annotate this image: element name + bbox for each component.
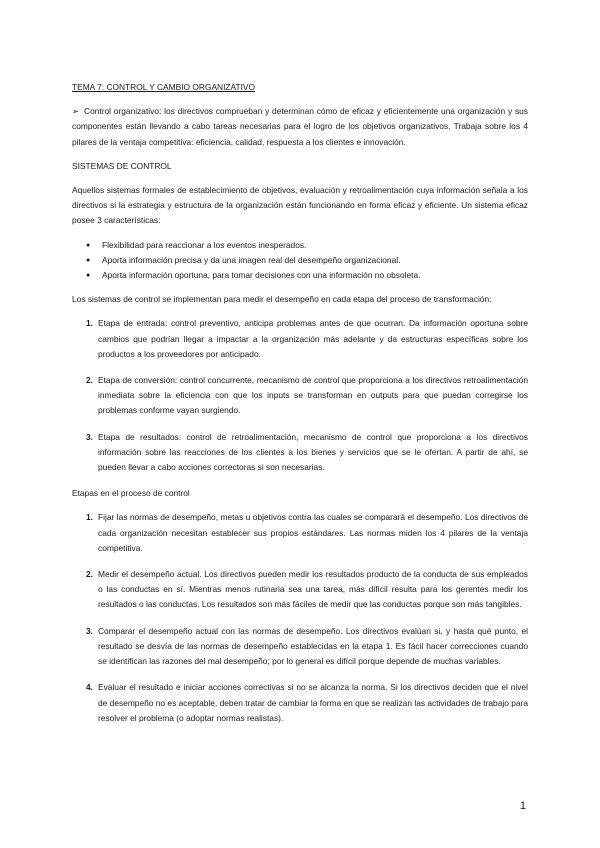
list-item: 3. Comparar el desempeño actual con las normas de desempeño. Los directivos evalúan si, y hasta qué punto, el resultado se desvía de las normas de desempeño establecidas en la etapa 1. Es fácil hacer correcciones cuando se identifican las razones del mal desempeño; por lo general es difícil porque depende de muchas variables. bbox=[86, 625, 528, 667]
list-item: 3. Etapa de resultados: control de retroalimentación, mecanismo de control que proporciona a los directivos información sobre las reacciones de los clientes a los bienes y servicios que se le ofertan. A partir de ahí, se pueden llevar a cabo acciones correctoras si son necesarias. bbox=[86, 431, 528, 473]
implementation-paragraph: Los sistemas de control se implementan para medir el desempeño en cada etapa del proceso de transformación: bbox=[72, 294, 492, 305]
list-item: ● Flexibilidad para reaccionar a los eventos inesperados. bbox=[72, 238, 528, 253]
list-item: 1. Etapa de entrada: control preventivo, anticipa problemas antes de que ocurran. Da información oportuna sobre cambios que podrían llegar a impactar a la organización más adelante y da estructuras específicas sobre los productos a los proveedores por anticipado. bbox=[86, 318, 528, 359]
list-item: 1. Fijar las normas de desempeño, metas u objetivos contra las cuales se comparará el desempeño. Los directivos de cada organización necesitan establecer sus propios estándares. Las normas miden los 4 pilares de la ventaja competitiva. bbox=[86, 512, 528, 553]
section-heading-sistemas: SISTEMAS DE CONTROL bbox=[72, 160, 172, 171]
page-number: 1 bbox=[519, 800, 526, 812]
arrow-bullet-icon: ➢ bbox=[72, 106, 80, 117]
list-item: 2. Medir el desempeño actual. Los directivos pueden medir los resultados producto de la conducta de sus empleados o las conductas en sí. Mientras menos rutinaria sea una tarea, más difícil resulta para los gerentes medir los resultados o las conductas. Los resultados son más fáciles de medir que las conductas porque son más tangibles. bbox=[86, 569, 528, 610]
document-title: TEMA 7: CONTROL Y CAMBIO ORGANIZATIVO bbox=[72, 82, 256, 92]
list-item: 4. Evaluar el resultado e iniciar acciones correctivas si no se alcanza la norma. Si los directivos deciden que el nivel de desempeño no es aceptable, deben tratar de cambiar la forma en que se realizan las actividades de trabajo para resolver el problema (o adoptar normas realistas). bbox=[86, 682, 528, 723]
bullet-icon: ● bbox=[86, 241, 91, 249]
bullet-icon: ● bbox=[86, 272, 91, 280]
section-heading-etapas: Etapas en el proceso de control bbox=[72, 488, 190, 499]
intro-text: Control organizativo: los directivos comprueban y determinan cómo de eficaz y eficientemente una organización y sus componentes están llevando a cabo tareas necesarias para el logro de los objetivos organizativos. Trabaja sobre los 4 pilares de la ventaja competitiva: eficiencia, calidad, respuesta a los clientes e innovación. bbox=[72, 106, 528, 147]
control-steps-list bbox=[72, 510, 528, 725]
list-item: 2. Etapa de conversión: control concurrente, mecanismo de control que proporciona a los directivos retroalimentación inmediata sobre la eficiencia con que los inputs se transforman en outputs para que puedan corregirse los problemas conforme vayan surgiendo. bbox=[86, 375, 528, 416]
bullet-icon: ● bbox=[86, 256, 91, 264]
intro-paragraph bbox=[72, 104, 528, 150]
characteristics-list bbox=[72, 238, 528, 284]
sistemas-paragraph: Aquellos sistemas formales de establecimiento de objetivos, evaluación y retroalimentación cuya información señala a los directivos si la estrategia y estructura de la organización están funcionando en forma eficaz y eficiente. Un sistema eficaz posee 3 características: bbox=[72, 185, 528, 226]
stages-list bbox=[72, 316, 528, 475]
list-item: ● Aporta información precisa y da una imagen real del desempeño organizacional. bbox=[72, 253, 528, 268]
page-content bbox=[72, 80, 528, 737]
list-item: ● Aporta información oportuna, para tomar decisiones con una información no obsoleta. bbox=[72, 268, 528, 283]
